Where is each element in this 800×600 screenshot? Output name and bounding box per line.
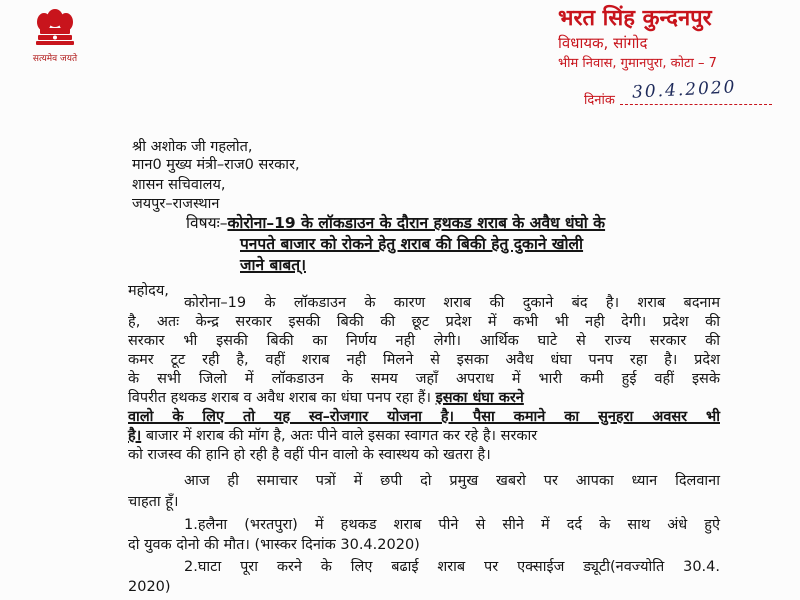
letterhead-name: भरत सिंह कुन्दनपुर xyxy=(558,6,712,31)
letterhead-title: विधायक, सांगोद xyxy=(558,34,648,52)
date-value: 30.4.2020 xyxy=(631,77,737,103)
paragraph-line: को राजस्व की हानि हो रही है वहीं पीन वालो के स्वास्थय को खतरा है। xyxy=(128,447,491,463)
subject-text: कोरोना–19 के लॉकडाउन के दौरान हथकड शराब के अवैध धंघो के xyxy=(227,214,606,232)
list-item-line: 1.हलैना (भरतपुरा) में हथकड शराब पीने से सीने में दर्द के साथ अंधे हुऐ xyxy=(184,517,720,533)
recipient-line: शासन सचिवालय, xyxy=(132,177,226,193)
paragraph-text: बाजार में शराब की मॉग है, अतः पीने वाले इसका स्वागत कर रहे है। सरकार xyxy=(145,428,538,444)
paragraph-line: आज ही समाचार पत्रों में छपी दो प्रमुख खबरो पर आपका ध्यान दिलवाना xyxy=(184,473,720,489)
paragraph-line: है, अतः केन्द्र सरकार इसकी बिकी की छूट प्रदेश में कभी भी नही देगी। प्रदेश की xyxy=(128,314,720,330)
paragraph-text: विपरीत हथकड शराब व अवैध शराब का धंघा पनप रहा हैं। xyxy=(128,390,431,406)
recipient-line: श्री अशोक जी गहलोत, xyxy=(132,139,253,155)
list-item-line: 2020) xyxy=(128,579,171,595)
paragraph-line xyxy=(128,410,720,425)
letterhead-address: भीम निवास, गुमानपुरा, कोटा – 7 xyxy=(558,56,717,71)
date-underline xyxy=(620,104,772,105)
paragraph-emphasis: वालो के लिए तो यह स्व–रोजगार योजना है। पैसा कमाने का सुनहरा अवसर भी xyxy=(128,409,720,425)
paragraph-line: कमर टूट रही है, वहीं शराब नही मिलने से इसका अवैध धंघा पनप रहा है। प्रदेश xyxy=(128,352,720,368)
list-item-line: 2.घाटा पूरा करने के लिए बढाई शराब पर एक्साईज ड्यूटी(नवज्योति 30.4. xyxy=(184,559,720,575)
subject-text: पनपते बाजार को रोकने हेतु शराब की बिकी हेतु दुकाने खोली xyxy=(240,235,584,253)
emblem-motto: सत्यमेव जयते xyxy=(32,54,78,64)
paragraph-line: चाहता हूँ। xyxy=(128,494,179,510)
date-label: दिनांक xyxy=(584,93,615,108)
paragraph-line xyxy=(128,429,537,444)
paragraph-line xyxy=(128,391,720,406)
subject-line xyxy=(186,216,605,232)
salutation: महोदय, xyxy=(128,283,169,299)
subject-label: विषयः– xyxy=(186,214,228,232)
subject-line xyxy=(240,237,583,253)
paragraph-line: कोरोना–19 के लॉकडाउन के कारण शराब की दुकाने बंद है। शराब बदनाम xyxy=(184,295,720,311)
paragraph-emphasis: इसका धंघा करने xyxy=(435,390,524,406)
list-item-line: दो युवक दोनो की मौत। (भास्कर दिनांक 30.4.2020) xyxy=(128,537,420,553)
paragraph-line: सरकार भी इसकी बिकी का निर्णय नही लेगी। आर्थिक घाटे से राज्य सरकार की xyxy=(128,333,720,349)
paragraph-emphasis: है। xyxy=(128,428,142,444)
subject-line xyxy=(240,258,306,274)
subject-text: जाने बाबत्। xyxy=(240,256,306,274)
recipient-line: जयपुर–राजस्थान xyxy=(132,196,220,212)
recipient-line: मान0 मुख्य मंत्री–राज0 सरकार, xyxy=(132,157,300,173)
paragraph-line: के सभी जिलो में लॉकडाउन के समय जहॉं अपराध में भारी कमी हुई वहीं इसके xyxy=(128,371,720,387)
